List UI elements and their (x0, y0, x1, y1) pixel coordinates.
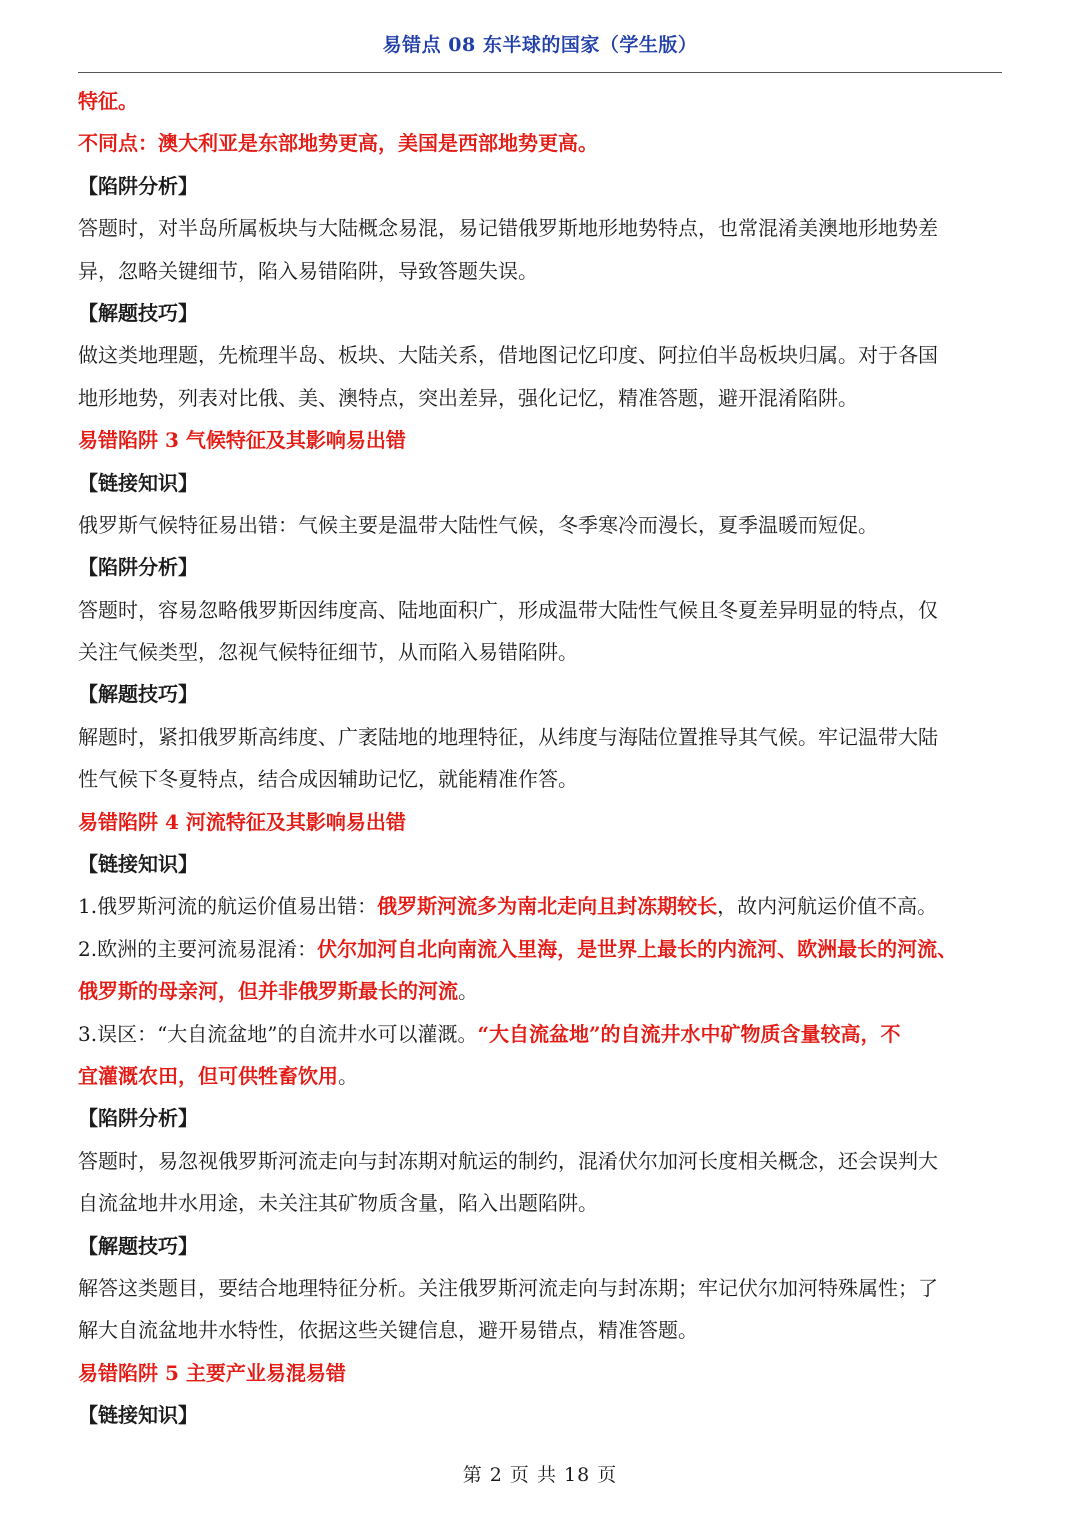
text-line (78, 673, 1008, 715)
highlight-text: “大自流盆地”的自流井水中矿物质含量较高，不 (477, 1021, 901, 1046)
text-line (78, 122, 1008, 164)
subsection-label: 【陷阱分析】 (78, 1106, 198, 1131)
body-text: 自流盆地井水用途，未关注其矿物质含量，陷入出题陷阱。 (78, 1191, 598, 1216)
subsection-label: 【陷阱分析】 (78, 173, 198, 198)
subsection-label: 【陷阱分析】 (78, 555, 198, 580)
highlight-text: 宜灌溉农田，但可供牲畜饮用 (78, 1063, 338, 1088)
highlight-text: 俄罗斯河流多为南北走向且封冻期较长 (377, 894, 718, 919)
body-text: 1.俄罗斯河流的航运价值易出错： (78, 894, 378, 919)
text-line (78, 631, 1008, 673)
text-line (78, 377, 1008, 419)
text-line (78, 801, 1008, 843)
page-header-title: 易错点 08 东半球的国家（学生版） (382, 34, 698, 56)
text-line (78, 250, 1008, 292)
text-line (78, 419, 1008, 461)
section-heading: 易错陷阱 3 气候特征及其影响易出错 (78, 428, 406, 453)
body-text: 。 (338, 1063, 358, 1088)
text-line (78, 1055, 1008, 1097)
subsection-label: 【解题技巧】 (78, 300, 198, 325)
text-line (78, 546, 1008, 588)
text-line (78, 928, 1008, 970)
document-body (78, 80, 1008, 1437)
text-line (78, 758, 1008, 800)
subsection-label: 【链接知识】 (78, 1403, 198, 1428)
text-line (78, 589, 1008, 631)
text-line (78, 1097, 1008, 1139)
section-heading: 易错陷阱 4 河流特征及其影响易出错 (78, 809, 406, 834)
text-line (78, 1394, 1008, 1436)
text-line (78, 1182, 1008, 1224)
body-text: 异，忽略关键细节，陷入易错陷阱，导致答题失误。 (78, 258, 538, 283)
body-text: 做这类地理题，先梳理半岛、板块、大陆关系，借地图记忆印度、阿拉伯半岛板块归属。对于各国 (78, 343, 938, 368)
text-line (78, 885, 1008, 927)
body-text: 。 (458, 979, 478, 1004)
body-text: 答题时，对半岛所属板块与大陆概念易混，易记错俄罗斯地形地势特点，也常混淆美澳地形地势差 (78, 216, 938, 241)
subsection-label: 【解题技巧】 (78, 1233, 198, 1258)
body-text: 解大自流盆地井水特性，依据这些关键信息，避开易错点，精准答题。 (78, 1318, 698, 1343)
text-line (78, 462, 1008, 504)
text-line (78, 843, 1008, 885)
section-heading: 易错陷阱 5 主要产业易混易错 (78, 1360, 346, 1385)
body-text: 答题时，容易忽略俄罗斯因纬度高、陆地面积广，形成温带大陆性气候且冬夏差异明显的特点，仅 (78, 597, 938, 622)
body-text: 性气候下冬夏特点，结合成因辅助记忆，就能精准作答。 (78, 767, 578, 792)
text-line (78, 1225, 1008, 1267)
subsection-label: 【链接知识】 (78, 852, 198, 877)
subsection-label: 【解题技巧】 (78, 682, 198, 707)
text-line (78, 334, 1008, 376)
subsection-label: 【链接知识】 (78, 470, 198, 495)
body-text: 关注气候类型，忽视气候特征细节，从而陷入易错陷阱。 (78, 640, 578, 665)
highlight-text: 不同点：澳大利亚是东部地势更高，美国是西部地势更高。 (78, 131, 598, 156)
text-line (78, 1309, 1008, 1351)
highlight-text: 特征。 (78, 89, 138, 113)
text-line (78, 165, 1008, 207)
body-text: 2.欧洲的主要河流易混淆： (78, 936, 318, 961)
highlight-text: 俄罗斯的母亲河，但并非俄罗斯最长的河流 (78, 979, 458, 1004)
text-line (78, 1013, 1008, 1055)
text-line (78, 1352, 1008, 1394)
text-line (78, 207, 1008, 249)
body-text: 解题时，紧扣俄罗斯高纬度、广袤陆地的地理特征，从纬度与海陆位置推导其气候。牢记温带大陆 (78, 724, 938, 749)
text-line (78, 970, 1008, 1012)
body-text: ，故内河航运价值不高。 (717, 894, 938, 919)
body-text: 地形地势，列表对比俄、美、澳特点，突出差异，强化记忆，精准答题，避开混淆陷阱。 (78, 385, 858, 410)
body-text: 俄罗斯气候特征易出错：气候主要是温带大陆性气候，冬季寒冷而漫长，夏季温暖而短促。 (78, 512, 878, 537)
page-footer-number: 第 2 页 共 18 页 (462, 1464, 618, 1486)
text-line (78, 716, 1008, 758)
body-text: 答题时，易忽视俄罗斯河流走向与封冻期对航运的制约，混淆伏尔加河长度相关概念，还会误判大 (78, 1148, 938, 1173)
text-line (78, 504, 1008, 546)
text-line (78, 80, 1008, 122)
body-text: 3.误区：“大自流盆地”的自流井水可以灌溉。 (78, 1021, 478, 1046)
text-line (78, 1140, 1008, 1182)
body-text: 解答这类题目，要结合地理特征分析。关注俄罗斯河流走向与封冻期；牢记伏尔加河特殊属性；了 (78, 1275, 938, 1300)
text-line (78, 292, 1008, 334)
highlight-text: 伏尔加河自北向南流入里海，是世界上最长的内流河、欧洲最长的河流、 (317, 936, 958, 961)
text-line (78, 1267, 1008, 1309)
header-divider (78, 72, 1002, 73)
